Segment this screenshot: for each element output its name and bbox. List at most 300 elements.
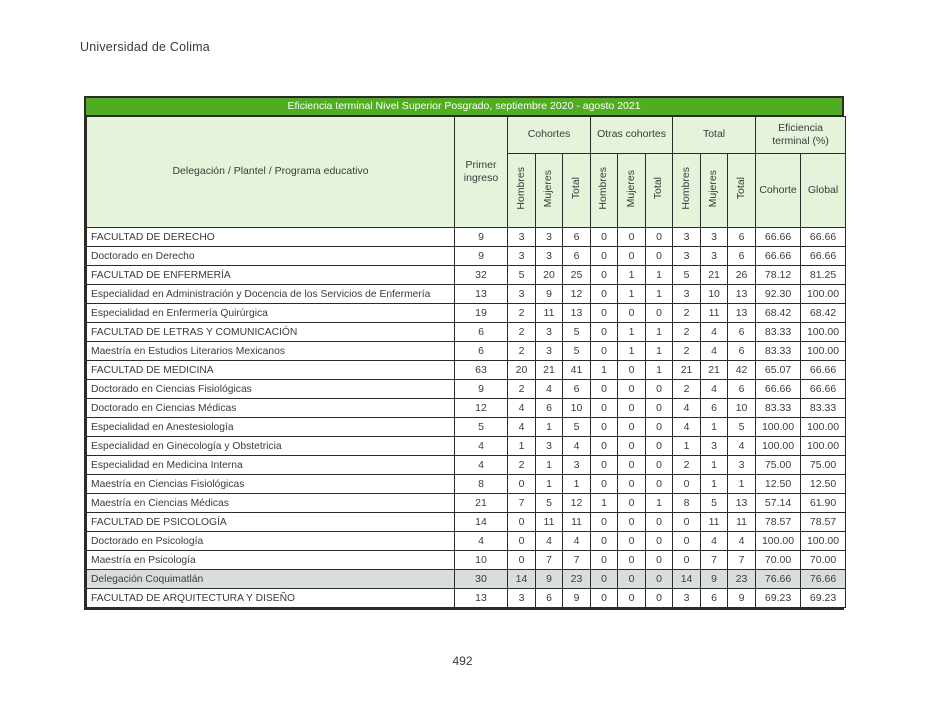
value-cell: 0 — [591, 399, 618, 418]
efficiency-table-container — [84, 96, 844, 610]
value-cell: 0 — [618, 551, 646, 570]
value-cell: 1 — [701, 418, 728, 437]
value-cell: 1 — [536, 456, 563, 475]
value-cell: 20 — [508, 361, 536, 380]
value-cell: 0 — [508, 532, 536, 551]
value-cell: 0 — [673, 475, 701, 494]
value-cell: 6 — [728, 228, 756, 247]
value-cell: 2 — [508, 304, 536, 323]
value-cell: 68.42 — [756, 304, 801, 323]
value-cell: 3 — [536, 342, 563, 361]
table-row — [87, 437, 846, 456]
value-cell: 5 — [508, 266, 536, 285]
page-number: 492 — [452, 654, 473, 668]
value-cell: 0 — [646, 570, 673, 589]
value-cell: 21 — [455, 494, 508, 513]
value-cell: 78.57 — [756, 513, 801, 532]
value-cell: 10 — [701, 285, 728, 304]
program-cell: Delegación Coquimatlán — [87, 570, 455, 589]
subheader-label: Total — [569, 177, 582, 200]
value-cell: 9 — [455, 228, 508, 247]
value-cell: 6 — [455, 342, 508, 361]
value-cell: 1 — [618, 285, 646, 304]
value-cell: 13 — [455, 285, 508, 304]
efficiency-table — [86, 116, 846, 608]
value-cell: 66.66 — [756, 228, 801, 247]
table-body — [87, 228, 846, 608]
value-cell: 0 — [646, 228, 673, 247]
value-cell: 4 — [701, 532, 728, 551]
table-row — [87, 494, 846, 513]
value-cell: 21 — [701, 361, 728, 380]
value-cell: 23 — [563, 570, 591, 589]
value-cell: 14 — [455, 513, 508, 532]
program-cell: FACULTAD DE MEDICINA — [87, 361, 455, 380]
subheader-label: Total — [734, 177, 747, 200]
value-cell: 9 — [455, 380, 508, 399]
value-cell: 7 — [536, 551, 563, 570]
value-cell: 75.00 — [801, 456, 846, 475]
value-cell: 10 — [455, 551, 508, 570]
value-cell: 4 — [673, 399, 701, 418]
value-cell: 13 — [728, 285, 756, 304]
value-cell: 76.66 — [801, 570, 846, 589]
value-cell: 4 — [701, 342, 728, 361]
value-cell: 11 — [563, 513, 591, 532]
program-cell: Especialidad en Enfermería Quirúrgica — [87, 304, 455, 323]
value-cell: 11 — [536, 304, 563, 323]
value-cell: 1 — [536, 475, 563, 494]
value-cell: 0 — [591, 437, 618, 456]
program-cell: Especialidad en Ginecología y Obstetricia — [87, 437, 455, 456]
value-cell: 0 — [646, 304, 673, 323]
table-row — [87, 399, 846, 418]
value-cell: 0 — [618, 475, 646, 494]
value-cell: 0 — [508, 513, 536, 532]
value-cell: 83.33 — [801, 399, 846, 418]
value-cell: 5 — [563, 323, 591, 342]
value-cell: 61.90 — [801, 494, 846, 513]
table-row — [87, 456, 846, 475]
value-cell: 3 — [536, 437, 563, 456]
value-cell: 12.50 — [756, 475, 801, 494]
value-cell: 0 — [591, 456, 618, 475]
value-cell: 0 — [591, 323, 618, 342]
table-row — [87, 589, 846, 608]
value-cell: 100.00 — [756, 418, 801, 437]
value-cell: 2 — [673, 456, 701, 475]
value-cell: 42 — [728, 361, 756, 380]
value-cell: 0 — [618, 456, 646, 475]
value-cell: 9 — [728, 589, 756, 608]
table-row — [87, 570, 846, 589]
value-cell: 0 — [618, 228, 646, 247]
value-cell: 0 — [618, 494, 646, 513]
value-cell: 4 — [508, 399, 536, 418]
table-row — [87, 266, 846, 285]
value-cell: 100.00 — [801, 418, 846, 437]
value-cell: 0 — [618, 532, 646, 551]
value-cell: 23 — [728, 570, 756, 589]
program-cell: Especialidad en Anestesiología — [87, 418, 455, 437]
value-cell: 12 — [455, 399, 508, 418]
value-cell: 6 — [536, 399, 563, 418]
value-cell: 11 — [701, 513, 728, 532]
subheader-global: Global — [801, 154, 846, 228]
table-row — [87, 304, 846, 323]
value-cell: 0 — [591, 418, 618, 437]
subheader-cohorte: Cohorte — [756, 154, 801, 228]
program-cell: FACULTAD DE LETRAS Y COMUNICACIÓN — [87, 323, 455, 342]
value-cell: 1 — [646, 361, 673, 380]
value-cell: 6 — [455, 323, 508, 342]
value-cell: 0 — [591, 266, 618, 285]
value-cell: 0 — [591, 475, 618, 494]
value-cell: 1 — [591, 494, 618, 513]
value-cell: 8 — [455, 475, 508, 494]
value-cell: 0 — [618, 589, 646, 608]
value-cell: 0 — [591, 532, 618, 551]
value-cell: 78.57 — [801, 513, 846, 532]
program-cell: Maestría en Estudios Literarios Mexicanos — [87, 342, 455, 361]
value-cell: 68.42 — [801, 304, 846, 323]
value-cell: 4 — [673, 418, 701, 437]
value-cell: 7 — [563, 551, 591, 570]
value-cell: 2 — [508, 323, 536, 342]
value-cell: 3 — [701, 247, 728, 266]
program-cell: Doctorado en Ciencias Médicas — [87, 399, 455, 418]
value-cell: 1 — [701, 475, 728, 494]
value-cell: 1 — [618, 266, 646, 285]
table-row — [87, 418, 846, 437]
value-cell: 2 — [508, 380, 536, 399]
value-cell: 6 — [536, 589, 563, 608]
table-row — [87, 342, 846, 361]
value-cell: 0 — [591, 570, 618, 589]
value-cell: 2 — [673, 304, 701, 323]
value-cell: 4 — [728, 437, 756, 456]
value-cell: 0 — [646, 380, 673, 399]
value-cell: 13 — [563, 304, 591, 323]
value-cell: 66.66 — [756, 247, 801, 266]
subheader-label: Total — [652, 177, 665, 200]
value-cell: 12 — [563, 285, 591, 304]
value-cell: 0 — [618, 437, 646, 456]
value-cell: 1 — [646, 285, 673, 304]
value-cell: 70.00 — [801, 551, 846, 570]
value-cell: 6 — [563, 380, 591, 399]
value-cell: 6 — [728, 323, 756, 342]
value-cell: 0 — [646, 475, 673, 494]
value-cell: 66.66 — [801, 380, 846, 399]
value-cell: 3 — [673, 247, 701, 266]
column-header-program: Delegación / Plantel / Programa educativo — [87, 117, 455, 228]
value-cell: 2 — [508, 456, 536, 475]
value-cell: 75.00 — [756, 456, 801, 475]
value-cell: 3 — [536, 323, 563, 342]
program-cell: FACULTAD DE ENFERMERÍA — [87, 266, 455, 285]
program-cell: Maestría en Ciencias Fisiológicas — [87, 475, 455, 494]
value-cell: 0 — [646, 551, 673, 570]
program-cell: Doctorado en Derecho — [87, 247, 455, 266]
table-row — [87, 323, 846, 342]
value-cell: 0 — [673, 513, 701, 532]
value-cell: 92.30 — [756, 285, 801, 304]
value-cell: 3 — [508, 247, 536, 266]
value-cell: 0 — [591, 380, 618, 399]
value-cell: 6 — [728, 380, 756, 399]
table-row — [87, 532, 846, 551]
value-cell: 12.50 — [801, 475, 846, 494]
value-cell: 100.00 — [801, 437, 846, 456]
value-cell: 11 — [728, 513, 756, 532]
subheader-otras-total — [646, 154, 673, 228]
value-cell: 41 — [563, 361, 591, 380]
value-cell: 10 — [563, 399, 591, 418]
value-cell: 8 — [673, 494, 701, 513]
value-cell: 4 — [563, 532, 591, 551]
value-cell: 21 — [536, 361, 563, 380]
value-cell: 6 — [701, 589, 728, 608]
value-cell: 66.66 — [756, 380, 801, 399]
value-cell: 0 — [618, 399, 646, 418]
value-cell: 5 — [563, 418, 591, 437]
value-cell: 30 — [455, 570, 508, 589]
value-cell: 1 — [618, 323, 646, 342]
value-cell: 0 — [646, 437, 673, 456]
value-cell: 4 — [701, 323, 728, 342]
value-cell: 5 — [673, 266, 701, 285]
value-cell: 1 — [646, 266, 673, 285]
value-cell: 5 — [455, 418, 508, 437]
value-cell: 69.23 — [756, 589, 801, 608]
value-cell: 14 — [673, 570, 701, 589]
header-group-row — [87, 117, 846, 154]
value-cell: 0 — [618, 513, 646, 532]
group-header-otras-cohortes: Otras cohortes — [591, 117, 673, 154]
subheader-total-hombres — [673, 154, 701, 228]
group-header-cohortes: Cohortes — [508, 117, 591, 154]
institution-header: Universidad de Colima — [80, 40, 210, 54]
value-cell: 2 — [673, 323, 701, 342]
value-cell: 70.00 — [756, 551, 801, 570]
subheader-label: Mujeres — [542, 169, 555, 208]
table-row — [87, 551, 846, 570]
value-cell: 26 — [728, 266, 756, 285]
value-cell: 2 — [673, 342, 701, 361]
value-cell: 1 — [508, 437, 536, 456]
value-cell: 0 — [618, 361, 646, 380]
value-cell: 0 — [646, 399, 673, 418]
value-cell: 83.33 — [756, 342, 801, 361]
table-row — [87, 361, 846, 380]
subheader-cohortes-hombres — [508, 154, 536, 228]
value-cell: 2 — [673, 380, 701, 399]
program-cell: Maestría en Ciencias Médicas — [87, 494, 455, 513]
group-header-eficiencia-terminal: Eficiencia terminal (%) — [756, 117, 846, 154]
value-cell: 3 — [508, 589, 536, 608]
subheader-cohortes-mujeres — [536, 154, 563, 228]
value-cell: 0 — [591, 247, 618, 266]
value-cell: 1 — [646, 342, 673, 361]
subheader-total-mujeres — [701, 154, 728, 228]
value-cell: 6 — [728, 247, 756, 266]
value-cell: 63 — [455, 361, 508, 380]
value-cell: 3 — [508, 228, 536, 247]
value-cell: 0 — [646, 589, 673, 608]
value-cell: 4 — [563, 437, 591, 456]
value-cell: 66.66 — [801, 228, 846, 247]
value-cell: 1 — [701, 456, 728, 475]
value-cell: 4 — [455, 532, 508, 551]
value-cell: 65.07 — [756, 361, 801, 380]
value-cell: 3 — [536, 247, 563, 266]
value-cell: 0 — [618, 247, 646, 266]
value-cell: 4 — [701, 380, 728, 399]
value-cell: 3 — [673, 589, 701, 608]
table-title-bar: Eficiencia terminal Nivel Superior Posgrado, septiembre 2020 - agosto 2021 — [86, 98, 842, 116]
value-cell: 1 — [591, 361, 618, 380]
value-cell: 5 — [536, 494, 563, 513]
value-cell: 1 — [673, 437, 701, 456]
value-cell: 0 — [591, 551, 618, 570]
value-cell: 0 — [618, 570, 646, 589]
value-cell: 13 — [728, 304, 756, 323]
value-cell: 10 — [728, 399, 756, 418]
value-cell: 11 — [536, 513, 563, 532]
value-cell: 4 — [455, 456, 508, 475]
subheader-cohortes-total — [563, 154, 591, 228]
value-cell: 1 — [563, 475, 591, 494]
table-row — [87, 513, 846, 532]
program-cell: Maestría en Psicología — [87, 551, 455, 570]
value-cell: 3 — [728, 456, 756, 475]
value-cell: 100.00 — [801, 532, 846, 551]
value-cell: 12 — [563, 494, 591, 513]
table-row — [87, 380, 846, 399]
value-cell: 3 — [673, 285, 701, 304]
program-cell: Especialidad en Administración y Docencia de los Servicios de Enfermería — [87, 285, 455, 304]
value-cell: 100.00 — [801, 323, 846, 342]
value-cell: 100.00 — [756, 437, 801, 456]
subheader-label: Hombres — [679, 167, 692, 210]
value-cell: 21 — [701, 266, 728, 285]
value-cell: 0 — [673, 532, 701, 551]
value-cell: 7 — [728, 551, 756, 570]
value-cell: 9 — [455, 247, 508, 266]
value-cell: 4 — [728, 532, 756, 551]
program-cell: FACULTAD DE PSICOLOGÍA — [87, 513, 455, 532]
value-cell: 100.00 — [801, 285, 846, 304]
value-cell: 6 — [701, 399, 728, 418]
value-cell: 100.00 — [801, 342, 846, 361]
value-cell: 1 — [646, 323, 673, 342]
value-cell: 1 — [536, 418, 563, 437]
value-cell: 7 — [701, 551, 728, 570]
value-cell: 4 — [536, 532, 563, 551]
group-header-total: Total — [673, 117, 756, 154]
value-cell: 0 — [646, 456, 673, 475]
value-cell: 5 — [728, 418, 756, 437]
value-cell: 78.12 — [756, 266, 801, 285]
value-cell: 4 — [455, 437, 508, 456]
subheader-total-total — [728, 154, 756, 228]
subheader-label: Hombres — [597, 167, 610, 210]
value-cell: 3 — [673, 228, 701, 247]
value-cell: 9 — [536, 285, 563, 304]
table-header — [87, 117, 846, 228]
value-cell: 11 — [701, 304, 728, 323]
value-cell: 7 — [508, 494, 536, 513]
value-cell: 3 — [563, 456, 591, 475]
subheader-label: Mujeres — [624, 169, 637, 208]
subheader-label: Hombres — [514, 167, 527, 210]
value-cell: 0 — [591, 228, 618, 247]
value-cell: 0 — [591, 589, 618, 608]
value-cell: 4 — [508, 418, 536, 437]
value-cell: 20 — [536, 266, 563, 285]
subheader-label: Mujeres — [707, 169, 720, 208]
program-cell: Doctorado en Psicología — [87, 532, 455, 551]
value-cell: 19 — [455, 304, 508, 323]
value-cell: 100.00 — [756, 532, 801, 551]
value-cell: 32 — [455, 266, 508, 285]
value-cell: 0 — [646, 532, 673, 551]
value-cell: 0 — [673, 551, 701, 570]
value-cell: 13 — [455, 589, 508, 608]
column-header-primer-ingreso: Primer ingreso — [455, 117, 508, 228]
value-cell: 81.25 — [801, 266, 846, 285]
value-cell: 2 — [508, 342, 536, 361]
program-cell: FACULTAD DE DERECHO — [87, 228, 455, 247]
value-cell: 83.33 — [756, 323, 801, 342]
value-cell: 25 — [563, 266, 591, 285]
value-cell: 76.66 — [756, 570, 801, 589]
value-cell: 0 — [591, 285, 618, 304]
value-cell: 0 — [618, 304, 646, 323]
value-cell: 0 — [591, 513, 618, 532]
table-row — [87, 285, 846, 304]
value-cell: 0 — [508, 475, 536, 494]
table-row — [87, 247, 846, 266]
value-cell: 0 — [618, 380, 646, 399]
value-cell: 69.23 — [801, 589, 846, 608]
value-cell: 6 — [728, 342, 756, 361]
value-cell: 3 — [508, 285, 536, 304]
value-cell: 1 — [728, 475, 756, 494]
value-cell: 9 — [701, 570, 728, 589]
value-cell: 21 — [673, 361, 701, 380]
value-cell: 3 — [701, 228, 728, 247]
value-cell: 14 — [508, 570, 536, 589]
value-cell: 3 — [701, 437, 728, 456]
value-cell: 0 — [591, 304, 618, 323]
value-cell: 0 — [646, 513, 673, 532]
value-cell: 66.66 — [801, 247, 846, 266]
value-cell: 6 — [563, 228, 591, 247]
table-row — [87, 228, 846, 247]
value-cell: 1 — [618, 342, 646, 361]
value-cell: 3 — [536, 228, 563, 247]
value-cell: 1 — [646, 494, 673, 513]
value-cell: 6 — [563, 247, 591, 266]
program-cell: Doctorado en Ciencias Fisiológicas — [87, 380, 455, 399]
program-cell: FACULTAD DE ARQUITECTURA Y DISEÑO — [87, 589, 455, 608]
value-cell: 83.33 — [756, 399, 801, 418]
subheader-otras-mujeres — [618, 154, 646, 228]
value-cell: 5 — [563, 342, 591, 361]
value-cell: 0 — [591, 342, 618, 361]
